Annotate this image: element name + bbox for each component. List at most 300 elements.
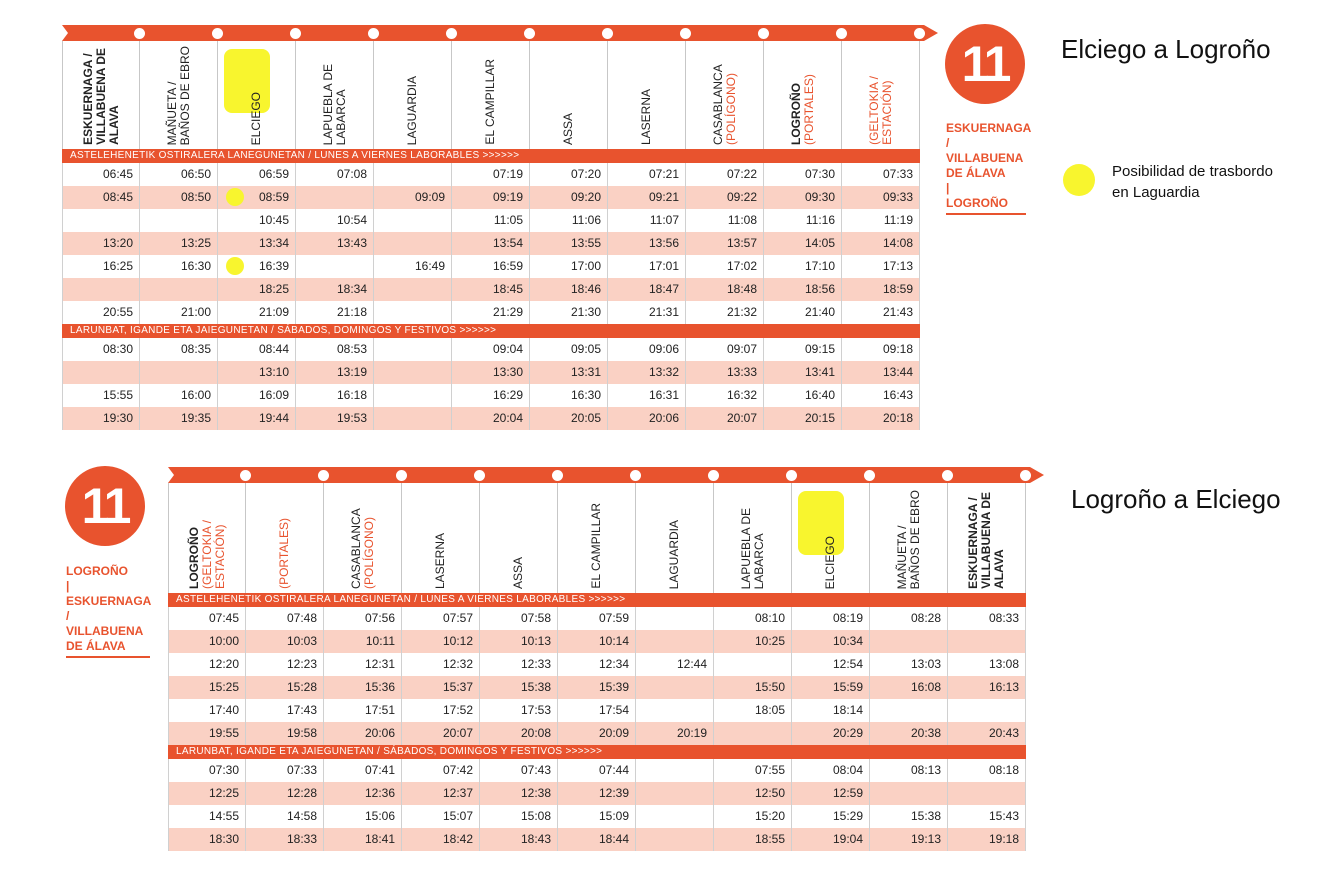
time-cell	[636, 782, 714, 805]
time-cell: 10:25	[714, 630, 792, 653]
time-cell: 19:13	[870, 828, 948, 851]
time-cell: 21:30	[530, 301, 608, 324]
time-cell: 09:15	[764, 338, 842, 361]
time-cell: 17:01	[608, 255, 686, 278]
time-cell: 12:59	[792, 782, 870, 805]
time-cell: 18:44	[558, 828, 636, 851]
time-cell: 18:59	[842, 278, 920, 301]
stop-name-text: CASABLANCA	[348, 508, 363, 589]
time-cell: 15:25	[168, 676, 246, 699]
time-cell: 07:30	[764, 163, 842, 186]
time-cell: 12:39	[558, 782, 636, 805]
time-cell: 07:44	[558, 759, 636, 782]
elciego-highlight	[798, 491, 844, 555]
route-rail	[62, 25, 938, 41]
time-cell	[636, 607, 714, 630]
time-cell	[870, 699, 948, 722]
time-cell	[140, 209, 218, 232]
legend-text: Posibilidad de trasbordo en Laguardia	[1112, 163, 1273, 201]
time-cell: 08:18	[948, 759, 1026, 782]
time-cell: 13:44	[842, 361, 920, 384]
time-cell: 12:31	[324, 653, 402, 676]
time-cell: 20:06	[324, 722, 402, 745]
time-cell: 17:13	[842, 255, 920, 278]
stops-header	[168, 483, 1026, 593]
time-cell: 16:59	[452, 255, 530, 278]
service-period-band: ASTELEHENETIK OSTIRALERA LANEGUNETAN / LUNES A VIERNES LABORABLES >>>>>>	[168, 593, 1026, 607]
time-cell: 12:20	[168, 653, 246, 676]
time-cell: 19:58	[246, 722, 324, 745]
stop-header-cell	[842, 41, 920, 149]
stop-name-text: MAÑUETA / BAÑOS DE EBRO	[164, 45, 192, 145]
time-cell: 16:32	[686, 384, 764, 407]
time-cell: 16:00	[140, 384, 218, 407]
time-cell: 14:08	[842, 232, 920, 255]
legend-highlight-dot	[1063, 164, 1095, 196]
stop-header-cell	[636, 483, 714, 593]
stop-name	[740, 508, 766, 593]
time-cell: 13:56	[608, 232, 686, 255]
time-cell: 11:08	[686, 209, 764, 232]
time-cell: 16:18	[296, 384, 374, 407]
stop-marker	[290, 28, 301, 39]
stop-name	[322, 64, 348, 149]
stop-name-text: EL CAMPILLAR	[483, 59, 497, 145]
time-cell: 18:14	[792, 699, 870, 722]
time-cell: 09:22	[686, 186, 764, 209]
time-cell: 11:19	[842, 209, 920, 232]
table-row	[62, 338, 920, 361]
stop-marker	[240, 470, 251, 481]
time-cell: 07:55	[714, 759, 792, 782]
stop-name-text: ELCIEGO	[823, 535, 837, 589]
time-cell: 21:00	[140, 301, 218, 324]
stop-name	[434, 533, 447, 593]
table-row	[168, 607, 1026, 630]
time-cell: 17:43	[246, 699, 324, 722]
line-badge-bottom: 11	[65, 466, 145, 546]
stop-name	[668, 520, 681, 593]
stop-marker	[446, 28, 457, 39]
time-cell: 06:59	[218, 163, 296, 186]
stop-name	[484, 59, 497, 149]
service-period-band: LARUNBAT, IGANDE ETA JAIEGUNETAN / SÁBADOS, DOMINGOS Y FESTIVOS >>>>>>	[62, 324, 920, 338]
time-cell: 15:09	[558, 805, 636, 828]
stop-header-cell	[608, 41, 686, 149]
time-cell: 08:44	[218, 338, 296, 361]
time-cell: 20:04	[452, 407, 530, 430]
time-cell: 13:08	[948, 653, 1026, 676]
time-cell: 10:14	[558, 630, 636, 653]
table-row	[168, 699, 1026, 722]
time-cell: 15:38	[870, 805, 948, 828]
stop-name-text: CASABLANCA	[710, 64, 725, 145]
time-cell: 15:59	[792, 676, 870, 699]
stop-name-text: LOGROÑO	[788, 83, 803, 145]
stop-header-cell	[218, 41, 296, 149]
time-cell: 16:25	[62, 255, 140, 278]
time-cell: 07:22	[686, 163, 764, 186]
time-cell: 13:57	[686, 232, 764, 255]
time-cell: 16:40	[764, 384, 842, 407]
time-cell	[374, 361, 452, 384]
stop-sub-text: (PORTALES)	[277, 518, 291, 589]
time-cell: 18:55	[714, 828, 792, 851]
table-row	[168, 653, 1026, 676]
time-cell: 12:54	[792, 653, 870, 676]
time-cell: 20:05	[530, 407, 608, 430]
time-cell	[948, 630, 1026, 653]
time-cell: 21:31	[608, 301, 686, 324]
time-cell: 16:29	[452, 384, 530, 407]
time-cell: 11:06	[530, 209, 608, 232]
table-row	[168, 630, 1026, 653]
stop-header-cell	[714, 483, 792, 593]
stop-name-text: LAGUARDIA	[405, 75, 419, 145]
time-cell: 16:39	[218, 255, 296, 278]
time-cell: 10:45	[218, 209, 296, 232]
time-cell: 18:05	[714, 699, 792, 722]
time-cell: 15:29	[792, 805, 870, 828]
table-row	[62, 278, 920, 301]
stop-header-cell	[140, 41, 218, 149]
time-cell: 10:13	[480, 630, 558, 653]
time-cell	[296, 186, 374, 209]
stop-name	[406, 76, 419, 149]
stop-name-text: LAGUARDIA	[667, 519, 681, 589]
time-cell: 17:54	[558, 699, 636, 722]
time-cell: 09:04	[452, 338, 530, 361]
time-cell: 21:18	[296, 301, 374, 324]
time-cell: 13:34	[218, 232, 296, 255]
time-cell: 20:55	[62, 301, 140, 324]
time-cell: 07:56	[324, 607, 402, 630]
time-cell: 20:08	[480, 722, 558, 745]
stop-sub-text: (POLÍGONO)	[361, 516, 376, 589]
time-cell: 07:43	[480, 759, 558, 782]
time-cell: 09:21	[608, 186, 686, 209]
time-cell: 09:07	[686, 338, 764, 361]
stop-header-cell	[480, 483, 558, 593]
time-cell: 18:25	[218, 278, 296, 301]
time-cell: 19:30	[62, 407, 140, 430]
time-cell: 07:59	[558, 607, 636, 630]
time-cell: 17:02	[686, 255, 764, 278]
time-cell: 18:42	[402, 828, 480, 851]
time-cell	[140, 361, 218, 384]
time-cell: 09:09	[374, 186, 452, 209]
time-cell: 08:35	[140, 338, 218, 361]
stop-name	[166, 46, 192, 149]
transfer-dot	[226, 257, 244, 275]
time-cell: 12:33	[480, 653, 558, 676]
time-cell	[870, 782, 948, 805]
time-cell: 15:55	[62, 384, 140, 407]
stop-name	[512, 557, 525, 593]
stop-header-cell	[948, 483, 1026, 593]
table-row	[62, 361, 920, 384]
stop-name	[712, 41, 738, 149]
stop-name-text: ESKUERNAGA / VILLABUENA DE ALAVA	[80, 48, 121, 145]
table-row	[168, 722, 1026, 745]
stop-header-cell	[402, 483, 480, 593]
stops-header	[62, 41, 920, 149]
time-cell: 20:07	[402, 722, 480, 745]
time-cell: 20:43	[948, 722, 1026, 745]
time-cell	[374, 278, 452, 301]
stop-sub-text: (POLÍGONO)	[723, 72, 738, 145]
stop-marker	[318, 470, 329, 481]
time-cell: 08:59	[218, 186, 296, 209]
stop-name-text: LASERNA	[433, 532, 447, 589]
time-cell: 18:48	[686, 278, 764, 301]
time-cell: 12:37	[402, 782, 480, 805]
time-cell: 07:41	[324, 759, 402, 782]
time-cell: 16:30	[140, 255, 218, 278]
time-cell: 13:10	[218, 361, 296, 384]
time-cell: 15:39	[558, 676, 636, 699]
time-cell: 18:30	[168, 828, 246, 851]
stop-name-text: EL CAMPILLAR	[589, 503, 603, 589]
stop-name	[868, 76, 894, 149]
time-cell: 17:53	[480, 699, 558, 722]
time-cell: 15:06	[324, 805, 402, 828]
stop-header-cell	[452, 41, 530, 149]
time-cell: 10:54	[296, 209, 374, 232]
time-cell: 18:34	[296, 278, 374, 301]
stop-header-cell	[374, 41, 452, 149]
time-cell: 08:50	[140, 186, 218, 209]
time-cell: 11:05	[452, 209, 530, 232]
stop-marker	[212, 28, 223, 39]
stop-name	[640, 89, 653, 149]
time-cell	[374, 384, 452, 407]
time-cell: 07:48	[246, 607, 324, 630]
time-cell: 12:50	[714, 782, 792, 805]
time-cell: 13:55	[530, 232, 608, 255]
time-cell: 16:31	[608, 384, 686, 407]
time-cell	[636, 759, 714, 782]
time-cell: 11:16	[764, 209, 842, 232]
timetable-logrono-elciego	[168, 467, 1042, 859]
time-cell	[374, 338, 452, 361]
time-cell: 15:37	[402, 676, 480, 699]
table-row	[62, 384, 920, 407]
time-cell: 10:00	[168, 630, 246, 653]
timetable-elciego-logrono	[62, 25, 937, 437]
time-cell	[870, 630, 948, 653]
stop-marker	[1020, 470, 1031, 481]
stop-name	[967, 492, 1006, 593]
time-cell: 13:43	[296, 232, 374, 255]
stop-name-text: LAPUEBLA DE LABARCA	[738, 507, 766, 589]
time-cell: 19:18	[948, 828, 1026, 851]
time-cell	[636, 805, 714, 828]
time-cell: 19:53	[296, 407, 374, 430]
time-cell: 20:38	[870, 722, 948, 745]
time-cell	[374, 232, 452, 255]
stop-marker	[474, 470, 485, 481]
time-cell	[714, 722, 792, 745]
time-cell: 20:15	[764, 407, 842, 430]
time-cell: 13:30	[452, 361, 530, 384]
stop-name-text: LOGROÑO	[186, 527, 201, 589]
time-cell: 07:33	[842, 163, 920, 186]
time-cell: 09:06	[608, 338, 686, 361]
time-cell: 15:36	[324, 676, 402, 699]
stop-marker	[914, 28, 925, 39]
table-row	[62, 163, 920, 186]
time-cell: 07:42	[402, 759, 480, 782]
time-cell: 21:32	[686, 301, 764, 324]
time-cell: 13:33	[686, 361, 764, 384]
time-cell: 12:32	[402, 653, 480, 676]
time-cell: 08:19	[792, 607, 870, 630]
stop-name-text: MAÑUETA / BAÑOS DE EBRO	[894, 489, 922, 589]
time-cell: 08:10	[714, 607, 792, 630]
time-cell: 19:44	[218, 407, 296, 430]
time-cell	[374, 209, 452, 232]
time-cell	[374, 163, 452, 186]
time-cell: 17:40	[168, 699, 246, 722]
time-cell	[948, 699, 1026, 722]
time-cell	[296, 255, 374, 278]
stop-marker	[630, 470, 641, 481]
time-cell: 19:04	[792, 828, 870, 851]
time-cell: 19:35	[140, 407, 218, 430]
table-row	[168, 782, 1026, 805]
time-cell: 08:53	[296, 338, 374, 361]
time-cell: 12:44	[636, 653, 714, 676]
stop-name	[250, 92, 263, 149]
time-cell: 13:54	[452, 232, 530, 255]
stop-marker	[864, 470, 875, 481]
time-cell: 18:47	[608, 278, 686, 301]
time-cell: 21:29	[452, 301, 530, 324]
stop-name	[896, 490, 922, 593]
time-cell: 15:07	[402, 805, 480, 828]
time-cell: 09:19	[452, 186, 530, 209]
time-cell	[140, 278, 218, 301]
time-cell	[636, 630, 714, 653]
table-row	[62, 186, 920, 209]
stop-marker	[786, 470, 797, 481]
time-cell: 10:12	[402, 630, 480, 653]
stop-marker	[836, 28, 847, 39]
time-cell: 13:41	[764, 361, 842, 384]
stop-marker	[368, 28, 379, 39]
table-row	[62, 255, 920, 278]
time-cell: 15:43	[948, 805, 1026, 828]
time-cell: 18:46	[530, 278, 608, 301]
stop-marker	[134, 28, 145, 39]
time-cell	[636, 699, 714, 722]
time-cell: 18:45	[452, 278, 530, 301]
time-cell	[636, 828, 714, 851]
stop-name-text: LASERNA	[639, 88, 653, 145]
time-cell: 07:57	[402, 607, 480, 630]
time-cell: 15:20	[714, 805, 792, 828]
time-cell: 20:09	[558, 722, 636, 745]
time-cell: 16:08	[870, 676, 948, 699]
time-cell: 06:45	[62, 163, 140, 186]
table-row	[62, 301, 920, 324]
time-cell: 16:09	[218, 384, 296, 407]
time-cell: 20:29	[792, 722, 870, 745]
stop-header-cell	[168, 483, 246, 593]
time-cell: 08:33	[948, 607, 1026, 630]
time-cell: 09:20	[530, 186, 608, 209]
time-cell: 16:43	[842, 384, 920, 407]
time-cell: 15:28	[246, 676, 324, 699]
time-cell: 13:31	[530, 361, 608, 384]
time-cell: 20:19	[636, 722, 714, 745]
time-cell: 09:18	[842, 338, 920, 361]
time-cell: 15:50	[714, 676, 792, 699]
time-cell: 19:55	[168, 722, 246, 745]
stop-header-cell	[764, 41, 842, 149]
table-row	[62, 407, 920, 430]
time-cell: 18:41	[324, 828, 402, 851]
stop-name-text: ESKUERNAGA / VILLABUENA DE ALAVA	[966, 492, 1006, 589]
time-cell	[636, 676, 714, 699]
time-cell	[948, 782, 1026, 805]
stop-name	[562, 113, 575, 149]
stop-name	[188, 483, 227, 593]
time-cell: 16:13	[948, 676, 1026, 699]
time-cell: 08:28	[870, 607, 948, 630]
time-cell: 10:03	[246, 630, 324, 653]
table-row	[62, 232, 920, 255]
time-cell: 21:40	[764, 301, 842, 324]
stop-marker	[552, 470, 563, 481]
time-cell: 07:08	[296, 163, 374, 186]
stop-header-cell	[530, 41, 608, 149]
time-cell: 13:20	[62, 232, 140, 255]
time-cell: 14:05	[764, 232, 842, 255]
time-cell: 18:33	[246, 828, 324, 851]
time-cell: 20:06	[608, 407, 686, 430]
time-cell: 10:11	[324, 630, 402, 653]
stop-name-text: LAPUEBLA DE LABARCA	[320, 63, 348, 145]
route-label-bottom: LOGROÑO | ESKUERNAGA / VILLABUENA DE ÁLAVA	[66, 564, 150, 658]
time-cell: 12:23	[246, 653, 324, 676]
time-cell: 08:30	[62, 338, 140, 361]
stop-sub-text: (GELTOKIA / ESTACIÓN)	[199, 520, 227, 589]
time-cell: 16:30	[530, 384, 608, 407]
stop-sub-text: (GELTOKIA / ESTACIÓN)	[866, 76, 894, 145]
time-cell	[374, 407, 452, 430]
time-cell: 08:04	[792, 759, 870, 782]
time-cell	[374, 301, 452, 324]
time-cell: 07:19	[452, 163, 530, 186]
stop-marker	[680, 28, 691, 39]
time-cell: 07:20	[530, 163, 608, 186]
table-row	[168, 828, 1026, 851]
time-cell: 12:38	[480, 782, 558, 805]
time-cell: 09:33	[842, 186, 920, 209]
time-cell: 17:52	[402, 699, 480, 722]
title-elciego-logrono: Elciego a Logroño	[1061, 34, 1271, 64]
time-cell: 13:25	[140, 232, 218, 255]
stop-name-text: ELCIEGO	[249, 91, 263, 145]
stop-name	[350, 483, 376, 593]
stop-header-cell	[324, 483, 402, 593]
time-cell: 16:49	[374, 255, 452, 278]
time-cell: 18:56	[764, 278, 842, 301]
time-cell: 12:36	[324, 782, 402, 805]
time-cell: 21:43	[842, 301, 920, 324]
